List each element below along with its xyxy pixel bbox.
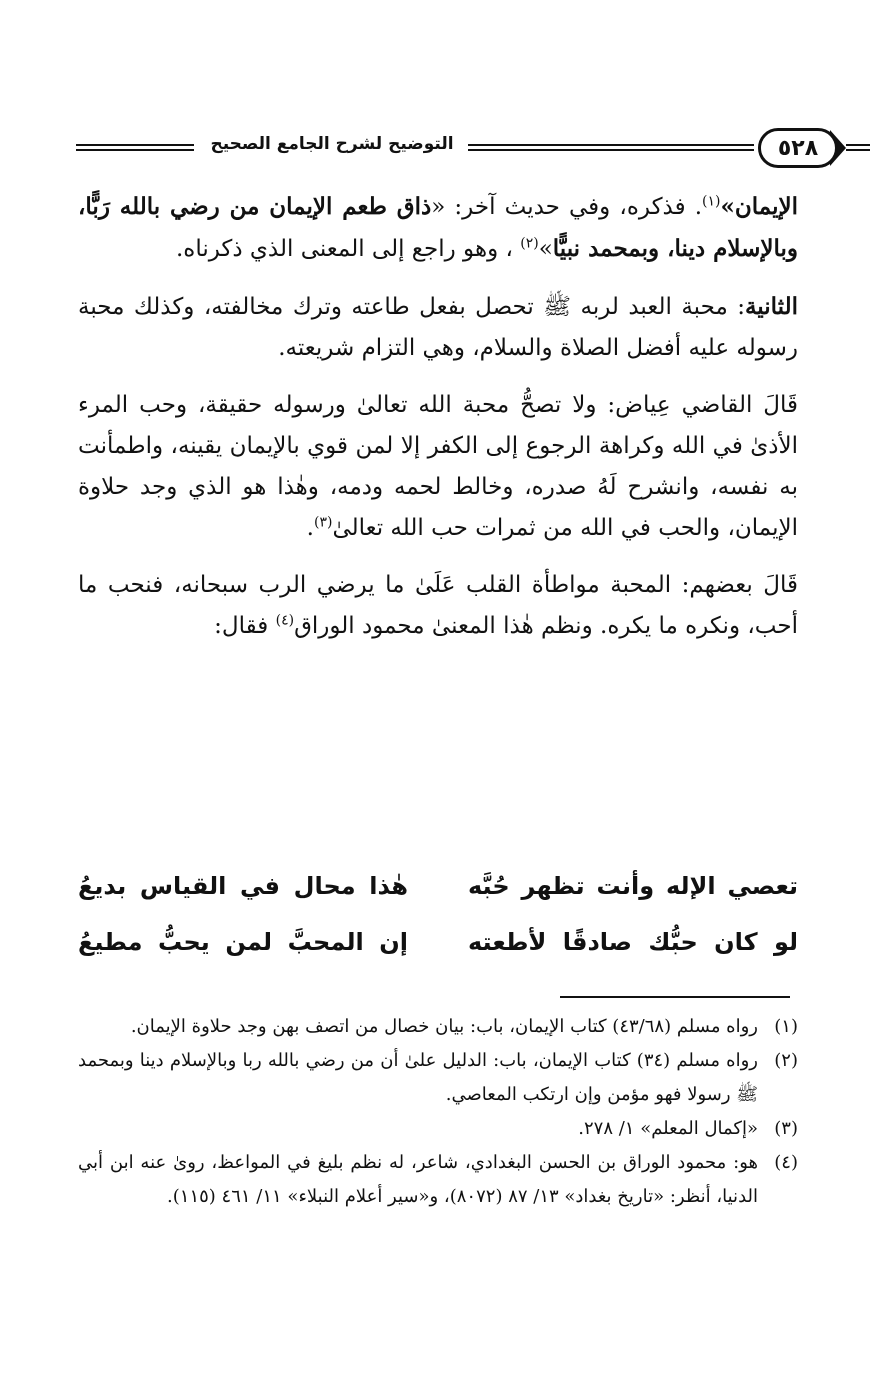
paragraph-3 bbox=[78, 385, 798, 549]
poem bbox=[78, 858, 798, 970]
poem-hemistich: تعصي الإله وأنت تظهر حُبَّه bbox=[468, 872, 798, 900]
header-rule-right-end bbox=[846, 144, 870, 151]
header-rule-middle bbox=[468, 144, 754, 151]
footnote-text: رواه مسلم (٣٤) كتاب الإيمان، باب: الدليل علىٰ أن من رضي بالله ربا وبالإسلام دينا وبمحمد ﷺ رسولا فهو مؤمن وإن ارتكب المعاصي. bbox=[78, 1050, 758, 1105]
footnote bbox=[78, 1010, 798, 1044]
header-rule-left bbox=[76, 144, 194, 151]
paragraph-2 bbox=[78, 286, 798, 369]
text-run: : محبة العبد لربه ﷺ تحصل بفعل طاعته وترك مخالفته، وكذلك محبة رسوله عليه أفضل الصلاة والسلام، وهي التزام شريعته. bbox=[78, 294, 798, 361]
footnote-text: رواه مسلم (٤٣/٦٨) كتاب الإيمان، باب: بيان خصال من اتصف بهن وجد حلاوة الإيمان. bbox=[130, 1016, 758, 1037]
page-number: ٥٢٨ bbox=[758, 128, 838, 168]
book-title: التوضيح لشرح الجامع الصحيح bbox=[210, 134, 454, 154]
section-lead: الثانية bbox=[744, 293, 798, 320]
footnote bbox=[78, 1146, 798, 1214]
footnote-number: (١) bbox=[774, 1016, 798, 1037]
paragraph-1 bbox=[78, 186, 798, 270]
poem-hemistich: لو كان حبُّك صادقًا لأطعته bbox=[468, 928, 798, 956]
poem-hemistich: هٰذا محال في القياس بديعُ bbox=[78, 872, 408, 900]
text-run: قَالَ القاضي عِياض: ولا تصحُّ محبة الله تعالىٰ ورسوله حقيقة، وحب المرء الأذىٰ في الله وكراهة الرجوع إلى الكفر إلا لمن قوي بالإيمان يقينه، واطمأنت به نفسه، وانشرح لَهُ صدره، وخالط لحمه ودمه، وهٰذا هو الذي وجد حلاوة الإيمان، والحب في الله من ثمرات حب الله تعالىٰ bbox=[78, 392, 798, 541]
footnote-ref-3: (٣) bbox=[313, 514, 333, 531]
footnote-separator bbox=[560, 996, 790, 998]
poem-verse bbox=[78, 914, 798, 970]
footnote-number: (٢) bbox=[774, 1050, 798, 1071]
text-run: قَالَ بعضهم: المحبة مواطأة القلب عَلَىٰ ما يرضي الرب سبحانه، فنحب ما أحب، ونكره ما يكره. ونظم هٰذا المعنىٰ محمود الوراق bbox=[78, 572, 798, 639]
poem-hemistich: إن المحبَّ لمن يحبُّ مطيعُ bbox=[78, 928, 408, 956]
footnote-ref-1: (١) bbox=[702, 193, 721, 210]
footnote bbox=[78, 1112, 798, 1146]
poem-verse bbox=[78, 858, 798, 914]
footnote bbox=[78, 1044, 798, 1112]
footnote-number: (٣) bbox=[774, 1118, 798, 1139]
quote-close: » bbox=[538, 236, 553, 262]
page-header bbox=[70, 118, 819, 178]
main-text bbox=[78, 186, 798, 663]
text-run: . bbox=[306, 515, 314, 541]
footnotes bbox=[78, 1010, 798, 1214]
paragraph-4 bbox=[78, 565, 798, 647]
footnote-ref-2: (٢) bbox=[520, 235, 539, 252]
footnote-text: هو: محمود الوراق بن الحسن البغدادي، شاعر، له نظم بليغ في المواعظ، روىٰ عنه ابن أبي الدنيا، أنظر: «تاريخ بغداد» ١٣/ ٨٧ (٨٠٧٢)، و«سير أعلام النبلاء» ١١/ ٤٦١ (١١٥). bbox=[78, 1152, 758, 1207]
text-run: . فذكره، وفي حديث آخر: « bbox=[431, 194, 703, 220]
hadith-quote: ذاق طعم الإيمان من رضي بالله رَبًّا، وبالإسلام دينا، وبمحمد نبيًّا bbox=[78, 193, 798, 262]
footnote-text: «إكمال المعلم» ١/ ٢٧٨. bbox=[578, 1118, 758, 1139]
text-run: ، وهو راجع إلى المعنى الذي ذكرناه. bbox=[175, 236, 521, 262]
footnote-ref-4: (٤) bbox=[275, 612, 295, 629]
footnote-number: (٤) bbox=[774, 1152, 798, 1173]
text-run: فقال: bbox=[214, 613, 276, 639]
quote-fragment: الإيمان» bbox=[720, 193, 798, 220]
